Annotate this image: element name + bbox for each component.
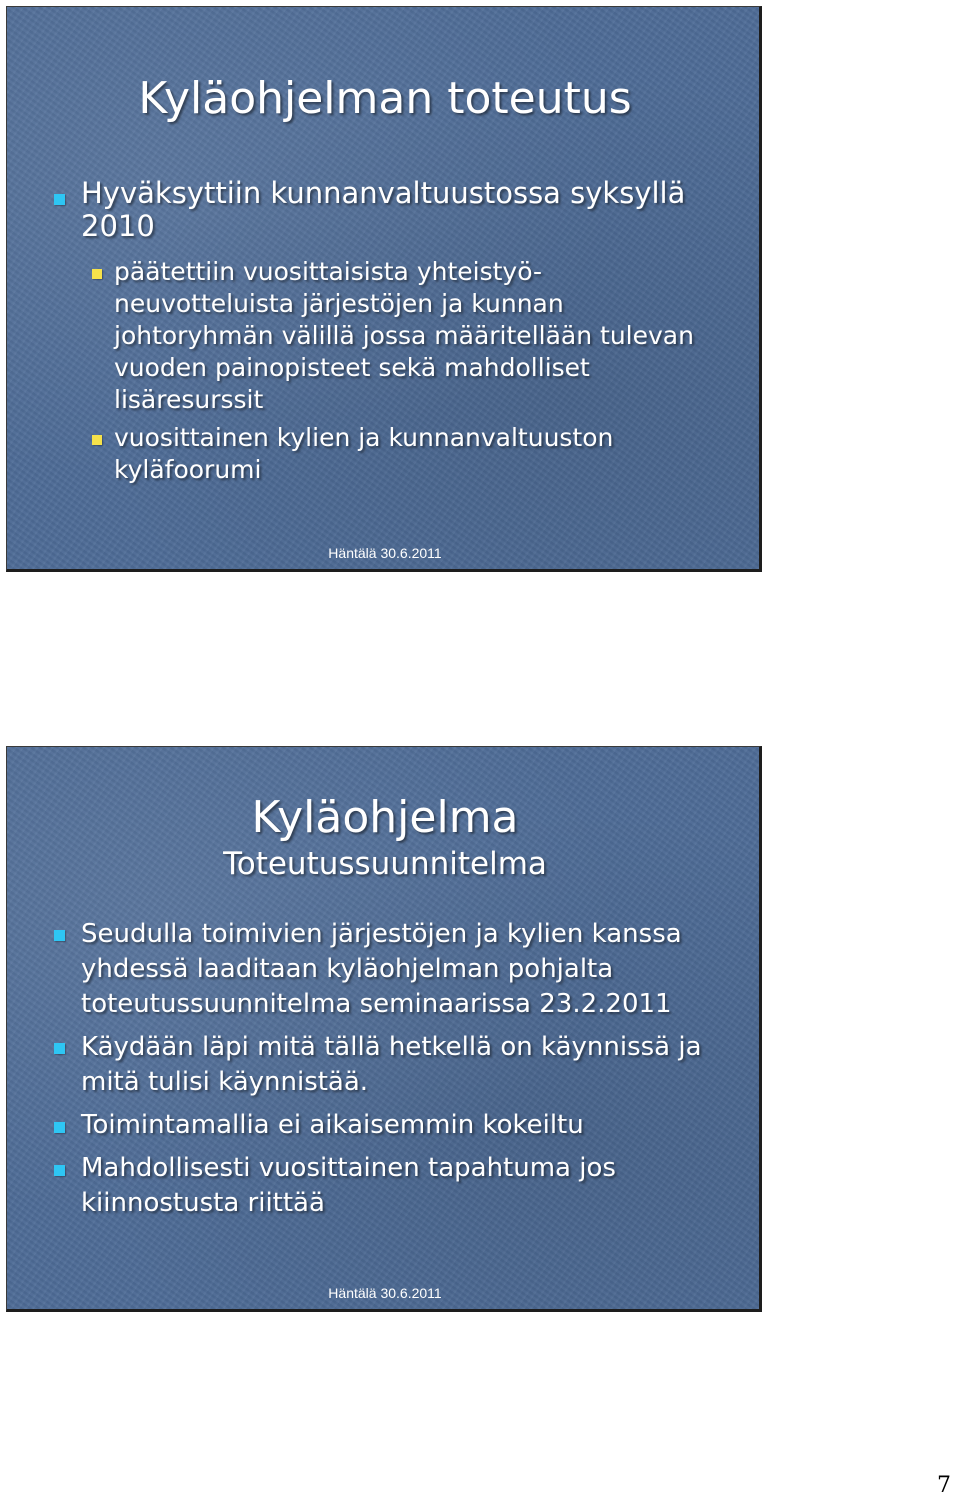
bullet-line: Hyväksyttiin kunnanvaltuustossa syksyllä bbox=[81, 176, 686, 210]
bullet-line: toteutussuunnitelma seminaarissa 23.2.2011 bbox=[81, 989, 672, 1019]
slide-2-bullet-4 bbox=[81, 1151, 616, 1221]
slide-2-bullet-3 bbox=[81, 1108, 584, 1143]
slide-1-sub-bullet-1 bbox=[114, 256, 694, 416]
bullet-line: Toimintamallia ei aikaisemmin kokeiltu bbox=[81, 1110, 584, 1140]
bullet-line: yhdessä laaditaan kyläohjelman pohjalta bbox=[81, 954, 614, 984]
slide-2 bbox=[6, 746, 762, 1312]
bullet-line: vuosittainen kylien ja kunnanvaltuuston bbox=[114, 423, 614, 452]
slide-2-bullet-1 bbox=[81, 917, 682, 1022]
bullet-line: 2010 bbox=[81, 209, 155, 243]
slide-2-footer: Häntälä 30.6.2011 bbox=[328, 1285, 442, 1301]
square-bullet-icon bbox=[54, 194, 65, 205]
bullet-line: kyläfoorumi bbox=[114, 455, 262, 484]
slide-1 bbox=[6, 6, 762, 572]
bullet-line: Käydään läpi mitä tällä hetkellä on käynnissä ja bbox=[81, 1032, 702, 1062]
bullet-line: vuoden painopisteet sekä mahdolliset bbox=[114, 353, 590, 382]
slide-1-bullet-1 bbox=[81, 177, 685, 243]
square-bullet-icon bbox=[92, 269, 102, 279]
square-bullet-icon bbox=[54, 1043, 65, 1054]
page-number: 7 bbox=[937, 1473, 951, 1498]
slide-1-title: Kyläohjelman toteutus bbox=[138, 73, 632, 124]
slide-2-title: Kyläohjelma bbox=[251, 792, 519, 843]
slide-2-subtitle: Toteutussuunnitelma bbox=[223, 846, 547, 882]
bullet-line: kiinnostusta riittää bbox=[81, 1188, 325, 1218]
bullet-line: päätettiin vuosittaisista yhteistyö- bbox=[114, 257, 542, 286]
slide-1-sub-bullet-2 bbox=[114, 422, 613, 486]
square-bullet-icon bbox=[92, 435, 102, 445]
slide-1-footer: Häntälä 30.6.2011 bbox=[328, 545, 442, 561]
square-bullet-icon bbox=[54, 930, 65, 941]
bullet-line: lisäresurssit bbox=[114, 385, 264, 414]
bullet-line: johtoryhmän välillä jossa määritellään tulevan bbox=[114, 321, 694, 350]
bullet-line: mitä tulisi käynnistää. bbox=[81, 1067, 369, 1097]
bullet-line: Seudulla toimivien järjestöjen ja kylien kanssa bbox=[81, 919, 682, 949]
square-bullet-icon bbox=[54, 1165, 65, 1176]
square-bullet-icon bbox=[54, 1122, 65, 1133]
slide-2-bullet-2 bbox=[81, 1030, 702, 1100]
bullet-line: Mahdollisesti vuosittainen tapahtuma jos bbox=[81, 1153, 616, 1183]
bullet-line: neuvotteluista järjestöjen ja kunnan bbox=[114, 289, 564, 318]
